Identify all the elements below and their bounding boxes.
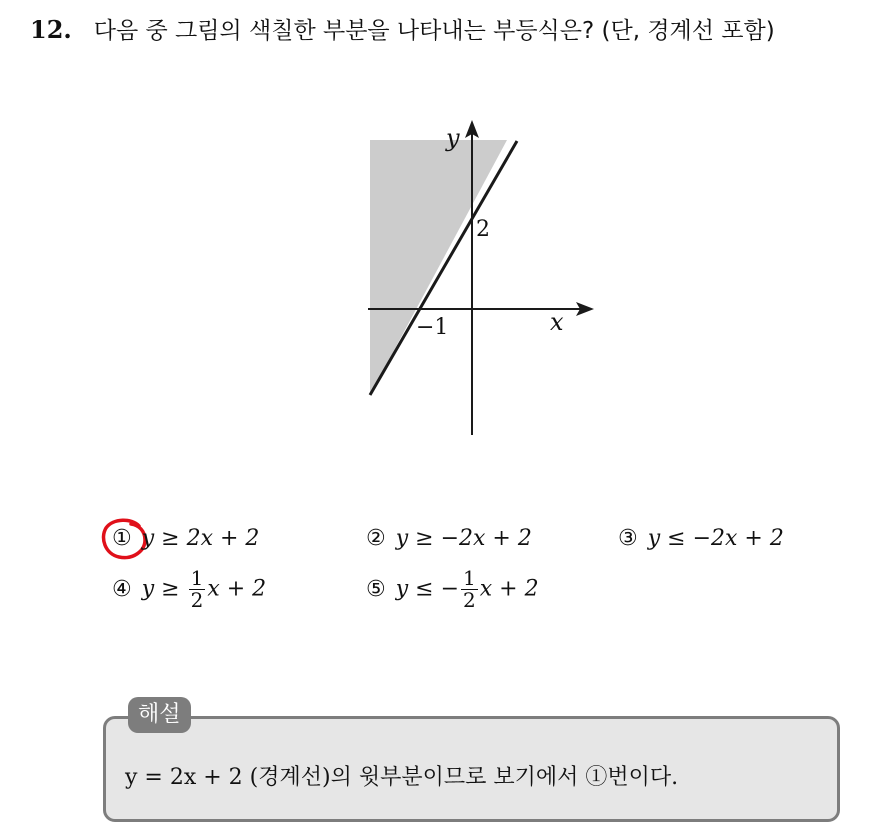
inequality-graph (350, 110, 610, 440)
x-intercept-label: −1 (416, 315, 449, 340)
choice-2-expression: y ≥ −2x + 2 (395, 526, 532, 551)
solution-label: 해설 (128, 697, 191, 733)
choice-3-mark: ③ (618, 526, 638, 551)
choice-4-suffix: x + 2 (207, 576, 267, 602)
question-number: 12. (30, 15, 72, 44)
solution-text: y = 2x + 2 (경계선)의 윗부분이므로 보기에서 ①번이다. (125, 765, 679, 790)
choice-5[interactable] (366, 568, 539, 611)
choice-4-denominator: 2 (190, 588, 204, 612)
choice-5-mark: ⑤ (366, 577, 386, 602)
choice-4-numerator: 1 (190, 566, 204, 590)
question-text: 다음 중 그림의 색칠한 부분을 나타내는 부등식은? (단, 경계선 포함) (93, 18, 775, 44)
y-axis-label: y (446, 124, 460, 152)
choice-4-mark: ④ (112, 577, 132, 602)
question-header (30, 12, 775, 45)
choice-1[interactable] (112, 526, 259, 551)
choice-5-suffix: x + 2 (479, 576, 539, 602)
choice-5-fraction (461, 568, 478, 611)
choice-4[interactable] (112, 568, 266, 611)
y-intercept-label: 2 (476, 217, 490, 242)
choice-5-expression (396, 568, 539, 611)
choice-2[interactable] (366, 526, 532, 551)
choice-4-expression (142, 568, 266, 611)
choice-1-mark: ① (112, 526, 132, 551)
choice-5-numerator: 1 (463, 566, 476, 590)
choice-5-denominator: 2 (463, 588, 476, 612)
choice-3-expression: y ≤ −2x + 2 (647, 526, 784, 551)
choice-1-expression: y ≥ 2x + 2 (141, 526, 260, 551)
choice-5-prefix: y ≤ − (395, 576, 460, 602)
choice-4-prefix: y ≥ (141, 576, 187, 602)
x-axis-label: x (550, 308, 564, 336)
choice-3[interactable] (618, 526, 784, 551)
choice-4-fraction (189, 568, 206, 611)
choice-2-mark: ② (366, 526, 386, 551)
